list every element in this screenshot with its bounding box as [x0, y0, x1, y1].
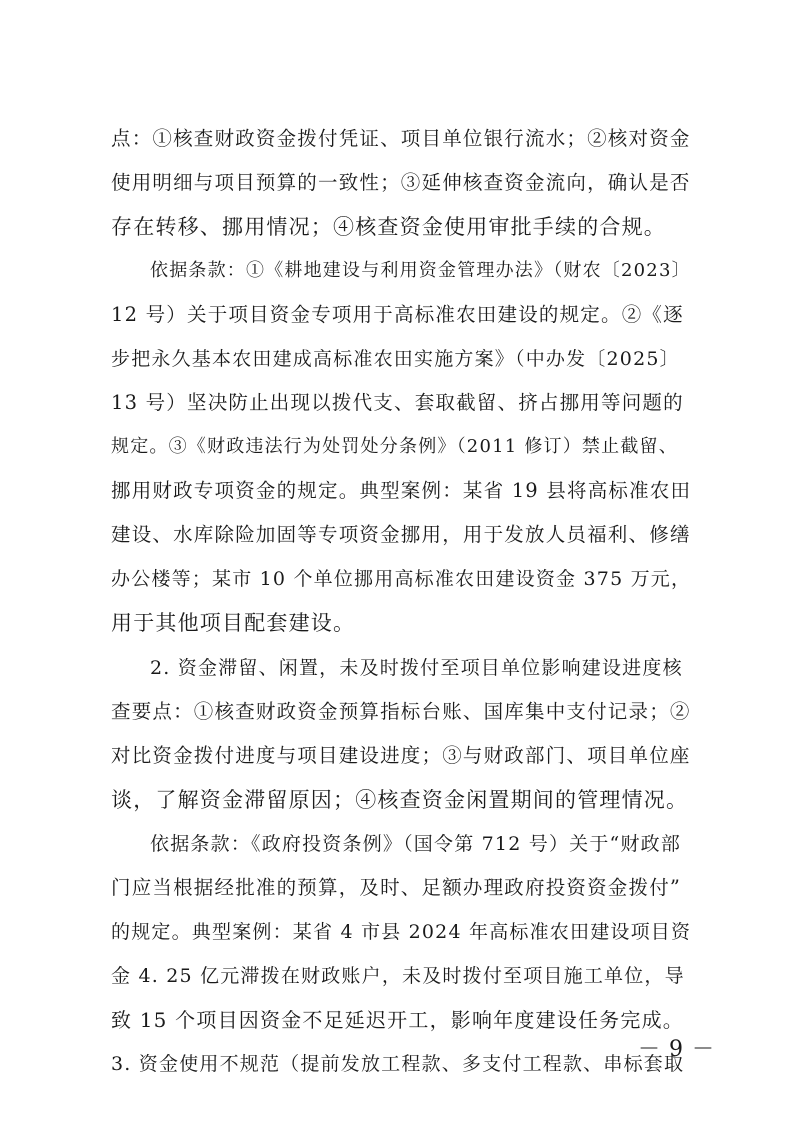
text-line	[0, 692, 793, 732]
line-text: 建设、水库除险加固等专项资金挪用，用于发放人员福利、修缮	[111, 523, 691, 546]
text-line	[0, 912, 793, 952]
line-text: 的规定。典型案例：某省 4 市县 2024 年高标准农田建设项目资	[111, 921, 692, 943]
text-line	[0, 471, 793, 511]
line-text: 2. 资金滞留、闲置，未及时拨付至项目单位影响建设进度核	[150, 657, 683, 679]
line-text: 12 号）关于项目资金专项用于高标准农田建设的规定。②《逐	[111, 303, 684, 326]
text-line	[0, 119, 793, 159]
text-line	[0, 956, 793, 996]
page-number: － 9 －	[638, 1037, 715, 1062]
line-text: 3. 资金使用不规范（提前发放工程款、多支付工程款、串标套取	[111, 1053, 685, 1075]
line-text: 挪用财政专项资金的规定。典型案例：某省 19 县将高标准农田	[111, 479, 692, 502]
text-line	[0, 868, 793, 908]
line-text: 存在转移、挪用情况；④核查资金使用审批手续的合规。	[111, 215, 666, 239]
text-line	[0, 339, 793, 379]
text-line	[0, 427, 793, 467]
line-text: 金 4. 25 亿元滞拨在财政账户，未及时拨付至项目施工单位，导	[111, 965, 685, 987]
text-line	[0, 163, 793, 203]
line-text: 依据条款：①《耕地建设与利用资金管理办法》（财农〔2023〕	[150, 260, 691, 281]
line-text: 步把永久基本农田建成高标准农田实施方案》（中办发〔2025〕	[111, 348, 680, 370]
line-text: 致 15 个项目因资金不足延迟开工，影响年度建设任务完成。	[111, 1008, 684, 1032]
line-text: 查要点：①核查财政资金预算指标台账、国库集中支付记录；②	[111, 700, 691, 723]
text-line	[0, 251, 793, 291]
text-line	[0, 824, 793, 864]
line-text: 使用明细与项目预算的一致性；③延伸核查资金流向，确认是否	[111, 171, 691, 194]
text-line	[0, 736, 793, 776]
text-line	[0, 780, 793, 820]
line-text: 门应当根据经批准的预算，及时、足额办理政府投资资金拨付”	[111, 876, 682, 899]
text-line	[0, 295, 793, 335]
text-line	[0, 648, 793, 688]
text-line	[0, 515, 793, 555]
text-line	[0, 559, 793, 599]
line-text: 对比资金拨付进度与项目建设进度；③与财政部门、项目单位座	[111, 744, 691, 767]
line-text: 依据条款：《政府投资条例》（国令第 712 号）关于“财政部	[150, 833, 682, 855]
line-text: 规定。③《财政违法行为处罚处分条例》（2011 修订）禁止截留、	[111, 436, 678, 457]
line-text: 点：①核查财政资金拨付凭证、项目单位银行流水；②核对资金	[111, 127, 691, 150]
text-line	[0, 383, 793, 423]
line-text: 13 号）坚决防止出现以拨代支、套取截留、挤占挪用等问题的	[111, 391, 684, 414]
text-line	[0, 603, 793, 643]
line-text: 谈，了解资金滞留原因；④核查资金闲置期间的管理情况。	[111, 788, 689, 812]
line-text: 办公楼等；某市 10 个单位挪用高标准农田建设资金 375 万元，	[111, 568, 692, 590]
line-text: 用于其他项目配套建设。	[111, 611, 356, 635]
text-line	[0, 1000, 793, 1040]
text-line	[0, 207, 793, 247]
